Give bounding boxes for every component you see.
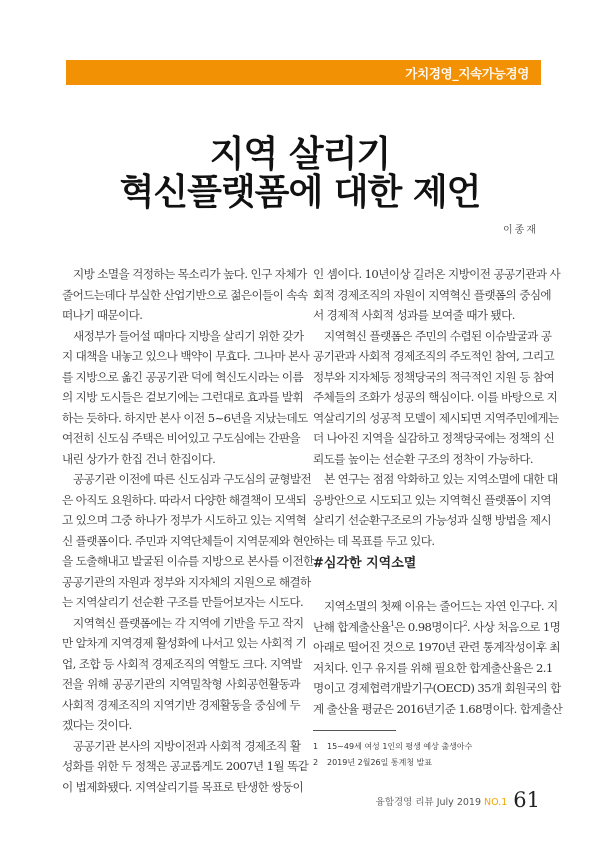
text-line: 뢰도를 높이는 선순환 구조의 정착이 가능하다. [313, 451, 533, 466]
title-line-2: 혁신플랫폼에 대한 제언 [119, 172, 481, 213]
footnote-text: 15~49세 여성 1인의 평생 예상 출생아수 [327, 742, 473, 751]
author-name: 이종재 [503, 225, 538, 236]
text-segment: . 사상 처음으로 1명 [466, 619, 561, 634]
text-line: 응방안으로 시도되고 있는 지역혁신 플랫폼이 지역 [313, 492, 552, 507]
text-segment: 난해 합계출산율 [313, 619, 391, 634]
page-number: 61 [513, 788, 540, 812]
section-banner [66, 60, 541, 85]
text-line: 줄어드는데다 부실한 산업기반으로 젊은이들이 속속 [62, 287, 308, 302]
footnote-divider [313, 730, 396, 731]
text-line: 만 알차게 지역경제 활성화에 나서고 있는 사회적 기 [62, 636, 307, 650]
body-column-left [62, 264, 314, 797]
text-line: 역살리기의 성공적 모델이 제시되면 지역주민에게는 [313, 410, 559, 425]
text-line: 공기관과 사회적 경제조직의 주도적인 참여, 그리고 [313, 349, 555, 363]
footnote-2 [313, 755, 472, 771]
article-title [0, 136, 600, 212]
text-line: 공공기관 본사의 지방이전과 사회적 경제조직 활 [73, 738, 301, 753]
text-line: 공공기관 이전에 따른 신도심과 구도심의 균형발전 [73, 472, 312, 486]
section-paragraph [313, 596, 563, 719]
text-line: 저치다. 인구 유지를 위해 필요한 합계출산율은 2.1 [313, 660, 553, 675]
footnote-ref-1: 1 [390, 619, 395, 628]
text-line: 하는 데 목표를 두고 있다. [313, 533, 435, 548]
text-line: 하는 듯하다. 하지만 본사 이전 5~6년을 지났는데도 [62, 410, 308, 425]
text-line: 떠나기 때문이다. [62, 308, 143, 322]
text-line: 여전히 신도심 주택은 비어있고 구도심에는 간판을 [62, 431, 301, 445]
text-line: 성화를 위한 두 정책은 공교롭게도 2007년 1월 똑같 [62, 759, 309, 773]
text-line: 는 지역살리기 선순환 구조를 만들어보자는 시도다. [62, 595, 304, 609]
text-line: 지방 소멸을 걱정하는 목소리가 높다. 인구 자체가 [73, 267, 307, 281]
text-line: 본 연구는 점점 악화하고 있는 지역소멸에 대한 대 [324, 472, 558, 486]
footnote-number: 1 [313, 742, 319, 751]
text-line: 살리기 선순환구조로의 가능성과 실행 방법을 제시 [313, 513, 552, 527]
text-line: 고 있으며 그중 하나가 정부가 시도하고 있는 지역혁 [62, 513, 307, 527]
magazine-name: 융합경영 리뷰 July 2019 [375, 797, 481, 808]
text-line: 명이고 경제협력개발기구(OECD) 35개 회원국의 합 [313, 681, 561, 695]
footnote-ref-2: 2 [463, 619, 467, 628]
text-line: 지역혁신 플랫폼에는 각 지역에 기반을 두고 작지 [73, 615, 304, 630]
text-line: 를 지방으로 옮긴 공공기관 덕에 혁신도시라는 이름 [62, 369, 304, 384]
text-line: 이 법제화됐다. 지역살리기를 목표로 탄생한 쌍둥이 [62, 779, 304, 794]
text-line: 지역소멸의 첫째 이유는 줄어드는 자연 인구다. 지 [324, 599, 558, 613]
text-line: 의 지방 도시들은 겉보기에는 그런대로 효과를 발휘 [62, 390, 304, 404]
text-line: 을 도출해내고 발굴된 이슈를 지방으로 본사를 이전한 [62, 554, 314, 568]
footnote-1 [313, 739, 472, 755]
footnotes [313, 739, 472, 771]
text-line: 인 셈이다. 10년이상 길러온 지방이전 공공기관과 사 [313, 267, 561, 281]
text-line: 정부와 지자체등 정책당국의 적극적인 지원 등 참여 [313, 369, 555, 384]
title-line-1: 지역 살리기 [209, 134, 391, 175]
text-line: 더 나아진 지역을 실감하고 정책당국에는 정책의 신 [313, 431, 555, 445]
text-line: 서 경제적 사회적 성과를 보여줄 때가 됐다. [313, 308, 515, 322]
text-line: 신 플랫폼이다. 주민과 지역단체들이 지역문제와 현안 [62, 533, 314, 548]
issue-number: NO.1 [484, 797, 508, 808]
text-line: 전을 위해 공공기관의 지역밀착형 사회공헌활동과 [62, 677, 300, 691]
text-line: 사회적 경제조직의 지역기반 경제활동을 중심에 두 [62, 697, 301, 712]
text-line-with-footnotes [313, 617, 561, 638]
text-line: 주체들의 조화가 성공의 핵심이다. 이를 바탕으로 지 [313, 390, 558, 404]
text-line: 업, 조합 등 사회적 경제조직의 역할도 크다. 지역발 [62, 656, 302, 671]
text-line: 내린 상가가 한집 건너 한집이다. [62, 451, 216, 466]
text-line: 새정부가 들어설 때마다 지방을 살리기 위한 갖가 [73, 328, 304, 343]
text-line: 겠다는 것이다. [62, 718, 132, 732]
text-line: 회적 경제조직의 자원이 지역혁신 플랫폼의 중심에 [313, 287, 552, 302]
body-column-right [313, 264, 561, 551]
text-line: 지 대책을 내놓고 있으나 백약이 무효다. 그나마 본사 [62, 349, 310, 363]
text-line: 공공기관의 자원과 정부와 지자체의 지원으로 해결하 [62, 574, 311, 589]
footnote-text: 2019년 2월26일 통계청 발표 [327, 758, 433, 767]
page-footer [376, 788, 540, 812]
text-line: 은 아직도 요원하다. 따라서 다양한 해결책이 모색되 [62, 492, 307, 507]
footnote-number: 2 [313, 758, 319, 767]
section-label: 가치경영_지속가능경영 [405, 66, 529, 81]
text-segment: 은 0.98명이다 [394, 619, 464, 634]
text-line: 지역혁신 플랫폼은 주민의 수렴된 이슈발굴과 공 [324, 328, 552, 343]
text-line: 계 출산율 평균은 2016년기준 1.68명이다. 합계출산 [313, 701, 563, 716]
text-line: 아래로 떨어진 것으로 1970년 관련 통계작성이후 최 [313, 640, 561, 654]
section-heading: #심각한 지역소멸 [313, 556, 417, 571]
